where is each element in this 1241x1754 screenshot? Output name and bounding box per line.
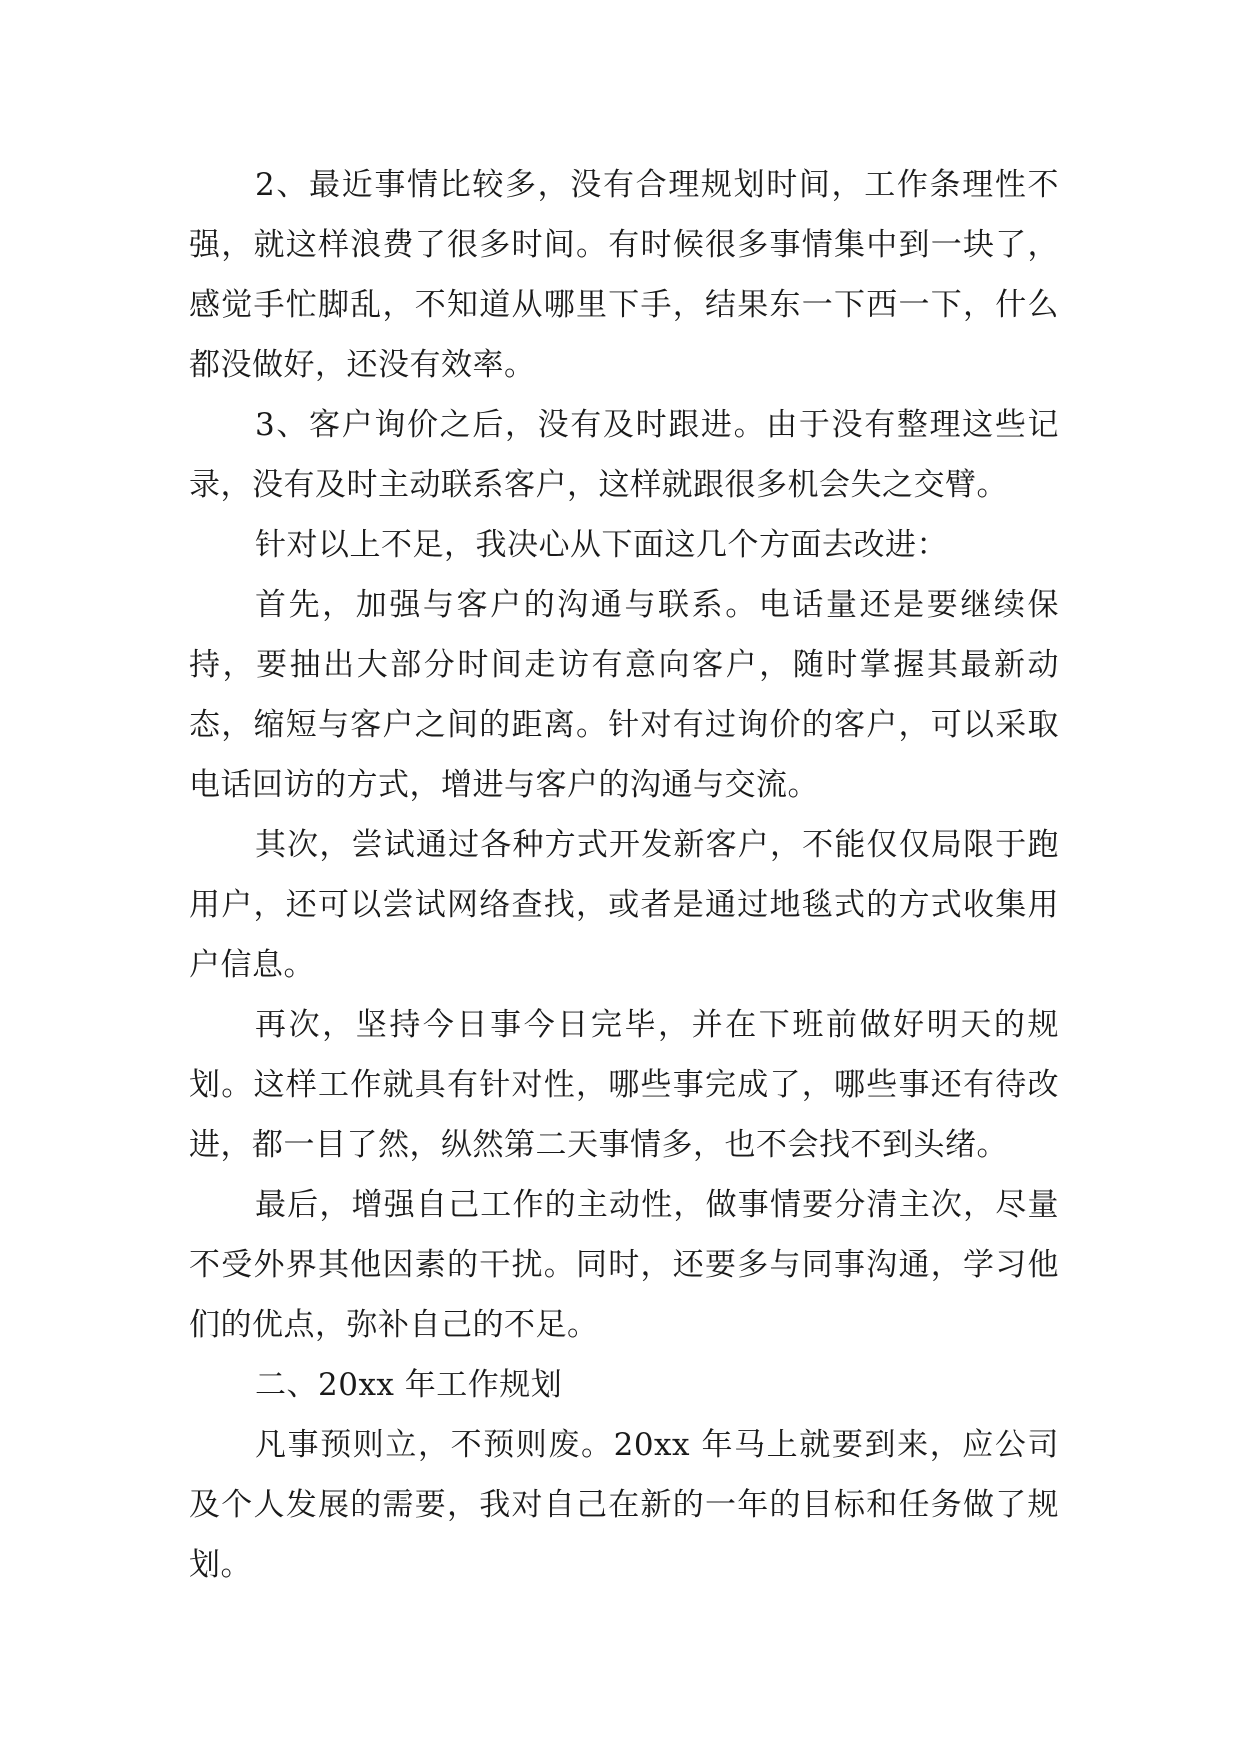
paragraph-first: 首先，加强与客户的沟通与联系。电话量还是要继续保持，要抽出大部分时间走访有意向客户，随时掌握其最新动态，缩短与客户之间的距离。针对有过询价的客户，可以采取电话回访的方式，增进与客户的沟通与交流。 (189, 587, 1059, 803)
document-body (189, 155, 1059, 1595)
paragraph-improvement-intro: 针对以上不足，我决心从下面这几个方面去改进： (255, 527, 948, 563)
paragraph-issue-2: 2、最近事情比较多，没有合理规划时间，工作条理性不强，就这样浪费了很多时间。有时候很多事情集中到一块了，感觉手忙脚乱，不知道从哪里下手，结果东一下西一下，什么都没做好，还没有效率。 (189, 167, 1059, 383)
paragraph-issue-3: 3、客户询价之后，没有及时跟进。由于没有整理这些记录，没有及时主动联系客户，这样就跟很多机会失之交臂。 (189, 407, 1059, 503)
paragraph-planning: 凡事预则立，不预则废。20xx 年马上就要到来，应公司及个人发展的需要，我对自己在新的一年的目标和任务做了规划。 (189, 1427, 1059, 1583)
section-heading: 二、20xx 年工作规划 (255, 1367, 563, 1403)
paragraph-finally: 最后，增强自己工作的主动性，做事情要分清主次，尽量不受外界其他因素的干扰。同时，还要多与同事沟通，学习他们的优点，弥补自己的不足。 (189, 1187, 1059, 1343)
paragraph-second: 其次，尝试通过各种方式开发新客户，不能仅仅局限于跑用户，还可以尝试网络查找，或者是通过地毯式的方式收集用户信息。 (189, 827, 1059, 983)
paragraph-third: 再次，坚持今日事今日完毕，并在下班前做好明天的规划。这样工作就具有针对性，哪些事完成了，哪些事还有待改进，都一目了然，纵然第二天事情多，也不会找不到头绪。 (189, 1007, 1059, 1163)
